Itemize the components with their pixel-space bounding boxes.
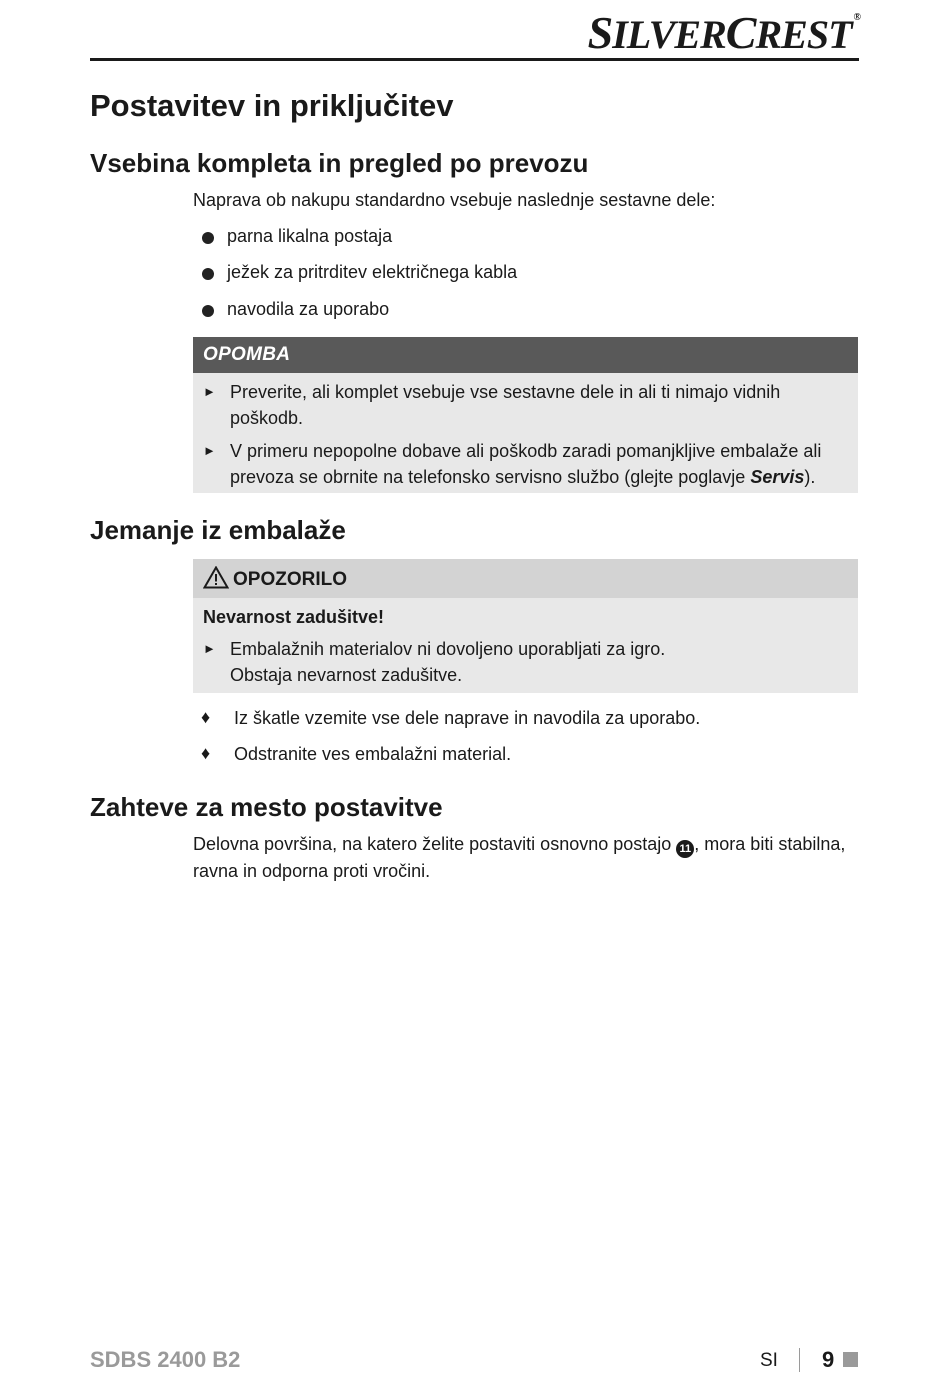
- note-box: [193, 337, 858, 493]
- footer-language: SI: [760, 1350, 778, 1371]
- contents-intro: Naprava ob nakupu standardno vsebuje naslednje sestavne dele:: [193, 190, 716, 210]
- section-title-unpacking: Jemanje iz embalaže: [90, 515, 346, 545]
- footer-model: SDBS 2400 B2: [90, 1347, 241, 1372]
- header-rule: [90, 58, 859, 61]
- note-item: ► V primeru nepopolne dobave ali poškodb zaradi pomanjkljive embalaže ali prevoza se obrnite na telefonsko servisno službo (glejte poglavje Servis).: [193, 438, 858, 490]
- footer-square-icon: [843, 1352, 858, 1367]
- diamond-bullet-icon: ♦: [201, 743, 211, 763]
- footer-divider: [799, 1348, 800, 1372]
- reference-number-badge: 11: [676, 840, 694, 858]
- location-text: Delovna površina, na katero želite postaviti osnovno postajo 11 , mora biti stabilna, ravna in odporna proti vročini.: [193, 834, 846, 881]
- servis-reference: Servis: [750, 467, 805, 487]
- note-item: ► Preverite, ali komplet vsebuje vse sestavne dele in ali ti nimajo vidnih poškodb.: [193, 379, 858, 431]
- page-number: 9: [822, 1347, 835, 1372]
- silvercrest-logo: SILVERCREST ®: [587, 7, 860, 58]
- warning-label: OPOZORILO: [233, 569, 347, 590]
- warning-item: ► Embalažnih materialov ni dovoljeno uporabljati za igro. Obstaja nevarnost zadušitve.: [193, 636, 858, 688]
- bullet-dot-icon: [202, 305, 214, 317]
- section-title-contents: Vsebina kompleta in pregled po prevozu: [90, 148, 589, 178]
- section-title-location: Zahteve za mesto postavitve: [90, 792, 443, 822]
- diamond-bullet-icon: ♦: [201, 707, 211, 727]
- arrow-right-icon: ►: [203, 443, 216, 458]
- warning-box: [193, 559, 858, 693]
- page-title: Postavitev in priključitev: [90, 88, 454, 123]
- note-label: OPOMBA: [193, 337, 858, 373]
- warning-headline: Nevarnost zadušitve!: [203, 607, 385, 627]
- arrow-right-icon: ►: [203, 641, 216, 656]
- arrow-right-icon: ►: [203, 384, 216, 399]
- warning-triangle-icon: [203, 563, 229, 604]
- bullet-dot-icon: [202, 268, 214, 280]
- warning-header: [193, 559, 858, 598]
- bullet-dot-icon: [202, 232, 214, 244]
